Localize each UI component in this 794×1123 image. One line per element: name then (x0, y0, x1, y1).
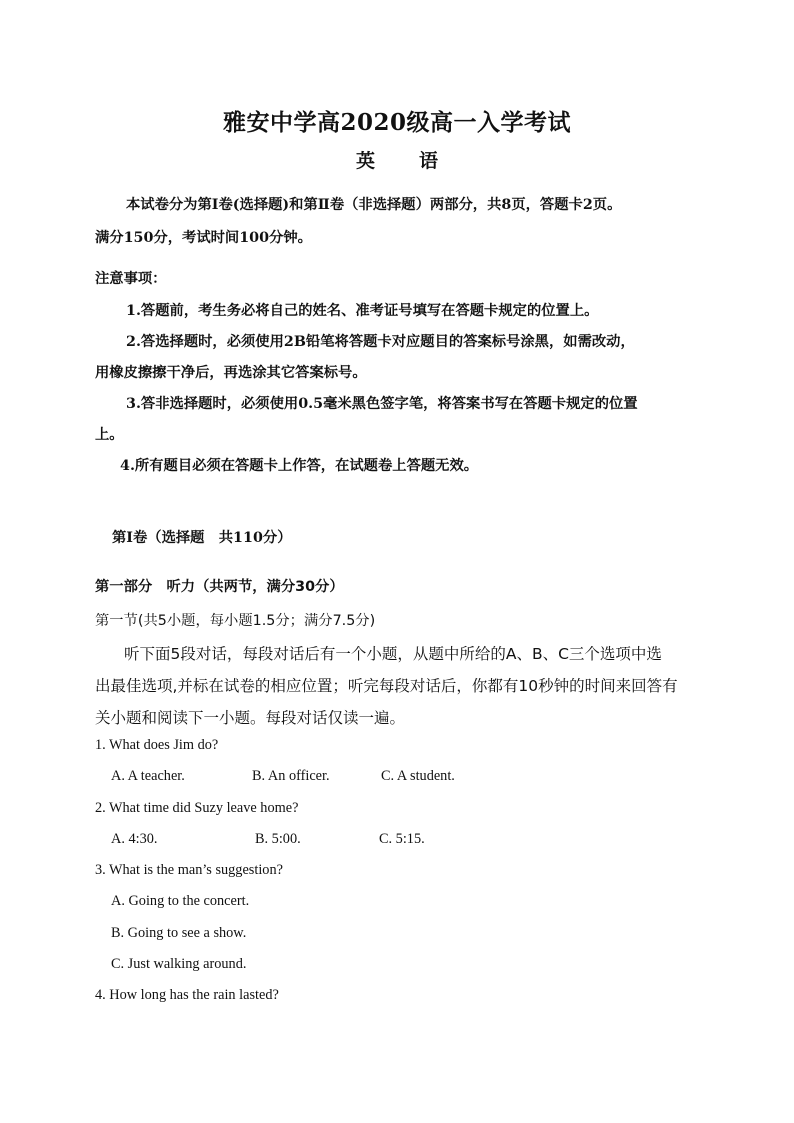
q1-option-c: C. A student. (381, 768, 455, 784)
q1-option-a: A. A teacher. (111, 768, 185, 784)
note-item-4: 4.所有题目必须在答题卡上作答，在试题卷上答题无效。 (120, 458, 479, 474)
question-4: 4. How long has the rain lasted? (95, 987, 279, 1003)
q2-option-b: B. 5:00. (255, 831, 301, 847)
intro-line-1: 本试卷分为第Ⅰ卷(选择题)和第Ⅱ卷（非选择题）两部分，共8页，答题卡2页。 (126, 197, 622, 213)
question-1: 1. What does Jim do? (95, 737, 219, 753)
part1-heading: 第一部分 听力（共两节，满分30分） (95, 579, 344, 595)
subject-char-2: 语 (419, 150, 439, 172)
q2-option-a: A. 4:30. (111, 831, 158, 847)
subject-title (0, 146, 794, 173)
volume-heading: 第Ⅰ卷（选择题 共110分） (112, 530, 292, 546)
q2-option-c: C. 5:15. (379, 831, 425, 847)
question-3: 3. What is the man’s suggestion? (95, 862, 283, 878)
note-item-3-cont: 上。 (95, 427, 124, 443)
intro-line-2: 满分150分，考试时间100分钟。 (95, 230, 312, 246)
q1-option-b: B. An officer. (252, 768, 330, 784)
q3-option-c: C. Just walking around. (111, 956, 247, 972)
note-item-2: 2.答选择题时，必须使用2B铅笔将答题卡对应题目的答案标号涂黑，如需改动， (126, 334, 635, 350)
notes-heading: 注意事项： (95, 271, 167, 287)
instruction-line-2: 出最佳选项,并标在试卷的相应位置；听完每段对话后，你都有10秒钟的时间来回答有 (95, 677, 678, 695)
note-item-1: 1.答题前，考生务必将自己的姓名、准考证号填写在答题卡规定的位置上。 (126, 303, 599, 319)
section1-heading: 第一节(共5小题，每小题1.5分；满分7.5分) (95, 613, 376, 629)
exam-title: 雅安中学高2020级高一入学考试 (222, 109, 571, 136)
question-2: 2. What time did Suzy leave home? (95, 800, 299, 816)
q3-option-a: A. Going to the concert. (111, 893, 250, 909)
instruction-line-1: 听下面5段对话，每段对话后有一个小题，从题中所给的A、B、C三个选项中选 (124, 645, 662, 663)
note-item-3: 3.答非选择题时，必须使用0.5毫米黑色签字笔，将答案书写在答题卡规定的位置 (126, 396, 638, 412)
instruction-line-3: 关小题和阅读下一小题。每段对话仅读一遍。 (95, 709, 406, 727)
subject-char-1: 英 (355, 150, 375, 172)
q3-option-b: B. Going to see a show. (111, 925, 247, 941)
note-item-2-cont: 用橡皮擦擦干净后，再选涂其它答案标号。 (95, 365, 367, 381)
